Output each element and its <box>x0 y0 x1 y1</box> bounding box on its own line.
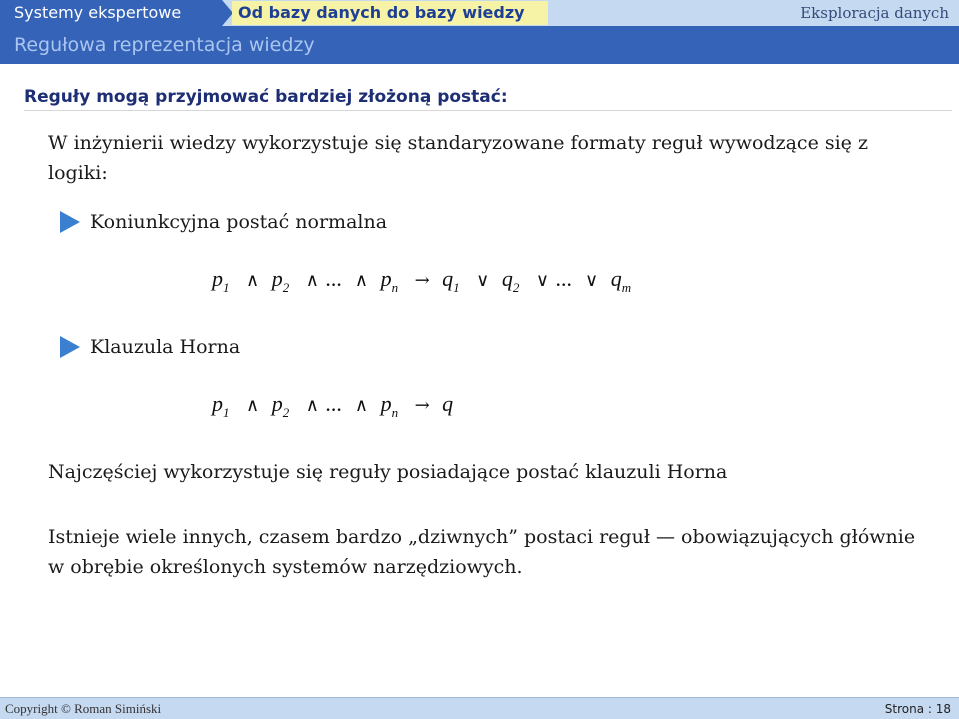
footer-bar <box>0 697 959 719</box>
horn-formula: $p_1$ ∧ $p_2$ ∧ ... ∧ $p_n \to q$ <box>212 391 454 420</box>
horn-usage-paragraph: Najczęściej wykorzystuje się reguły posiadające postać klauzuli Horna <box>48 461 728 483</box>
intro-paragraph: W inżynierii wiedzy wykorzystuje się standaryzowane formaty reguł wywodzące się z logiki: <box>48 132 868 184</box>
bullet-cnf <box>60 211 387 233</box>
other-forms-paragraph: Istnieje wiele innych, czasem bardzo „dziwnych” postaci reguł — obowiązujących głównie w obrębie określonych systemów narzędziowych. <box>48 526 916 578</box>
section-heading: Reguły mogą przyjmować bardziej złożoną postać: <box>24 87 508 107</box>
triangle-bullet-icon <box>60 336 80 358</box>
bullet-horn-label: Klauzula Horna <box>90 336 241 358</box>
cnf-formula: $p_1$ ∧ $p_2$ ∧ ... ∧ $p_n \to q_1$ ∨ $q_2$ ∨ ... ∨ $q_m$ <box>212 266 632 295</box>
bullet-cnf-label: Koniunkcyjna postać normalna <box>90 211 388 233</box>
heading-divider <box>24 110 952 111</box>
top-navigation-bar <box>0 0 959 26</box>
copyright-text: Copyright © Roman Simiński <box>5 701 162 716</box>
slide-title: Regułowa reprezentacja wiedzy <box>14 34 315 56</box>
page-number: Strona : 18 <box>884 702 951 716</box>
slide-title-bar <box>0 26 959 64</box>
breadcrumb-systemy-ekspertowe[interactable]: Systemy ekspertowe <box>0 0 222 26</box>
breadcrumb-current-section[interactable]: Od bazy danych do bazy wiedzy <box>232 1 548 25</box>
breadcrumb-eksploracja-danych[interactable]: Eksploracja danych <box>800 4 949 22</box>
triangle-bullet-icon <box>60 211 80 233</box>
bullet-horn <box>60 336 240 358</box>
